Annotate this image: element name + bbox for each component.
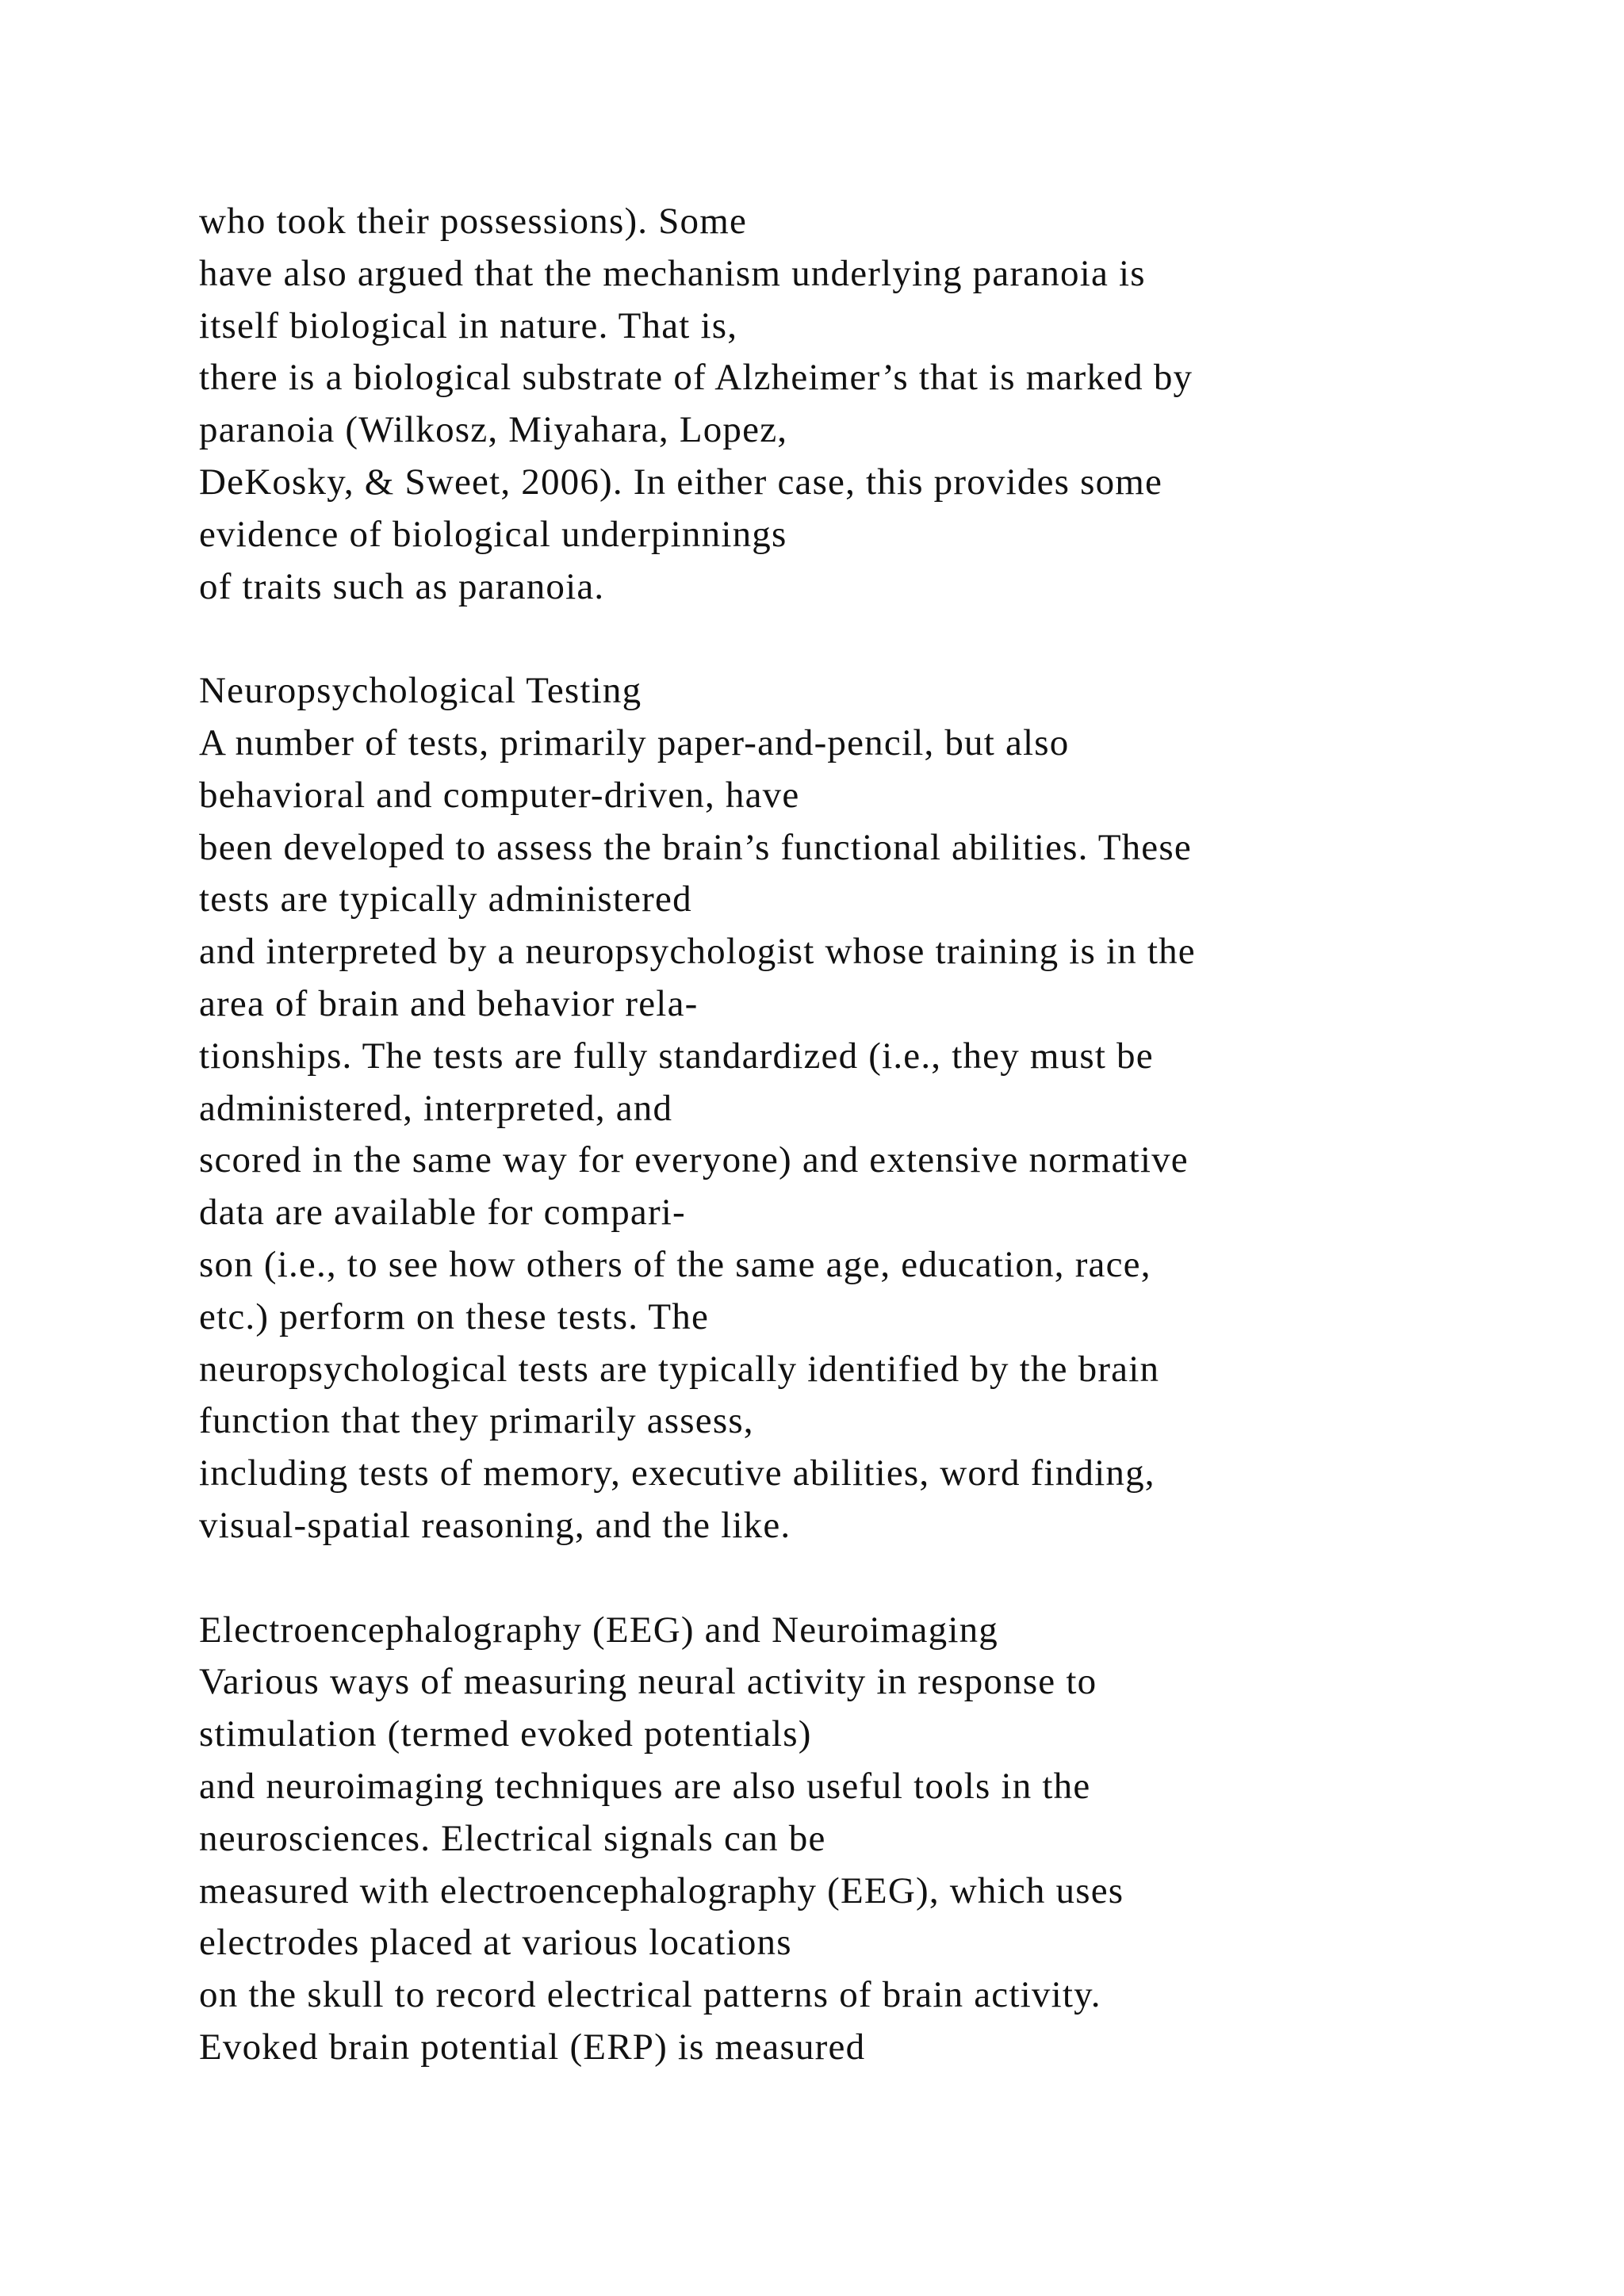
body-line: tionships. The tests are fully standardized (i.e., they must be	[199, 1035, 1154, 1077]
body-line: Various ways of measuring neural activity in response to	[199, 1661, 1097, 1703]
body-line: Evoked brain potential (ERP) is measured	[199, 2026, 866, 2068]
body-line: visual-spatial reasoning, and the like.	[199, 1504, 791, 1546]
body-line: DeKosky, & Sweet, 2006). In either case, this provides some	[199, 461, 1163, 503]
document-body	[199, 196, 1595, 2074]
body-line: who took their possessions). Some	[199, 201, 748, 242]
body-line: A number of tests, primarily paper-and-pencil, but also	[199, 721, 1070, 763]
body-line: behavioral and computer-driven, have	[199, 774, 800, 816]
body-line: electrodes placed at various locations	[199, 1922, 792, 1964]
body-line: data are available for compari-	[199, 1192, 686, 1234]
body-line: have also argued that the mechanism underlying paranoia is	[199, 252, 1146, 294]
body-line: of traits such as paranoia.	[199, 565, 605, 607]
body-line: and interpreted by a neuropsychologist whose training is in the	[199, 931, 1196, 973]
body-line: scored in the same way for everyone) and extensive normative	[199, 1139, 1189, 1181]
body-line: including tests of memory, executive abilities, word finding,	[199, 1452, 1155, 1494]
body-line: stimulation (termed evoked potentials)	[199, 1713, 812, 1755]
body-line: etc.) perform on these tests. The	[199, 1295, 710, 1337]
body-line: area of brain and behavior rela-	[199, 982, 699, 1024]
body-line: tests are typically administered	[199, 878, 692, 920]
body-line: neurosciences. Electrical signals can be	[199, 1817, 826, 1859]
body-line: on the skull to record electrical patterns of brain activity.	[199, 1974, 1101, 2016]
body-line: son (i.e., to see how others of the same age, education, race,	[199, 1243, 1151, 1285]
body-line: administered, interpreted, and	[199, 1087, 673, 1129]
section-heading: Electroencephalography (EEG) and Neuroimaging	[199, 1609, 998, 1651]
body-line: and neuroimaging techniques are also useful tools in the	[199, 1765, 1091, 1807]
body-line: itself biological in nature. That is,	[199, 304, 738, 346]
body-line: paranoia (Wilkosz, Miyahara, Lopez,	[199, 409, 788, 451]
paragraph-spacer	[199, 1552, 1595, 1605]
body-line: function that they primarily assess,	[199, 1400, 754, 1442]
section-heading: Neuropsychological Testing	[199, 670, 642, 712]
body-line: there is a biological substrate of Alzheimer’s that is marked by	[199, 357, 1193, 399]
body-line: measured with electroencephalography (EEG), which uses	[199, 1869, 1124, 1911]
paragraph-spacer	[199, 613, 1595, 665]
body-line: evidence of biological underpinnings	[199, 513, 787, 555]
body-line: neuropsychological tests are typically identified by the brain	[199, 1348, 1160, 1390]
body-line: been developed to assess the brain’s functional abilities. These	[199, 826, 1192, 868]
